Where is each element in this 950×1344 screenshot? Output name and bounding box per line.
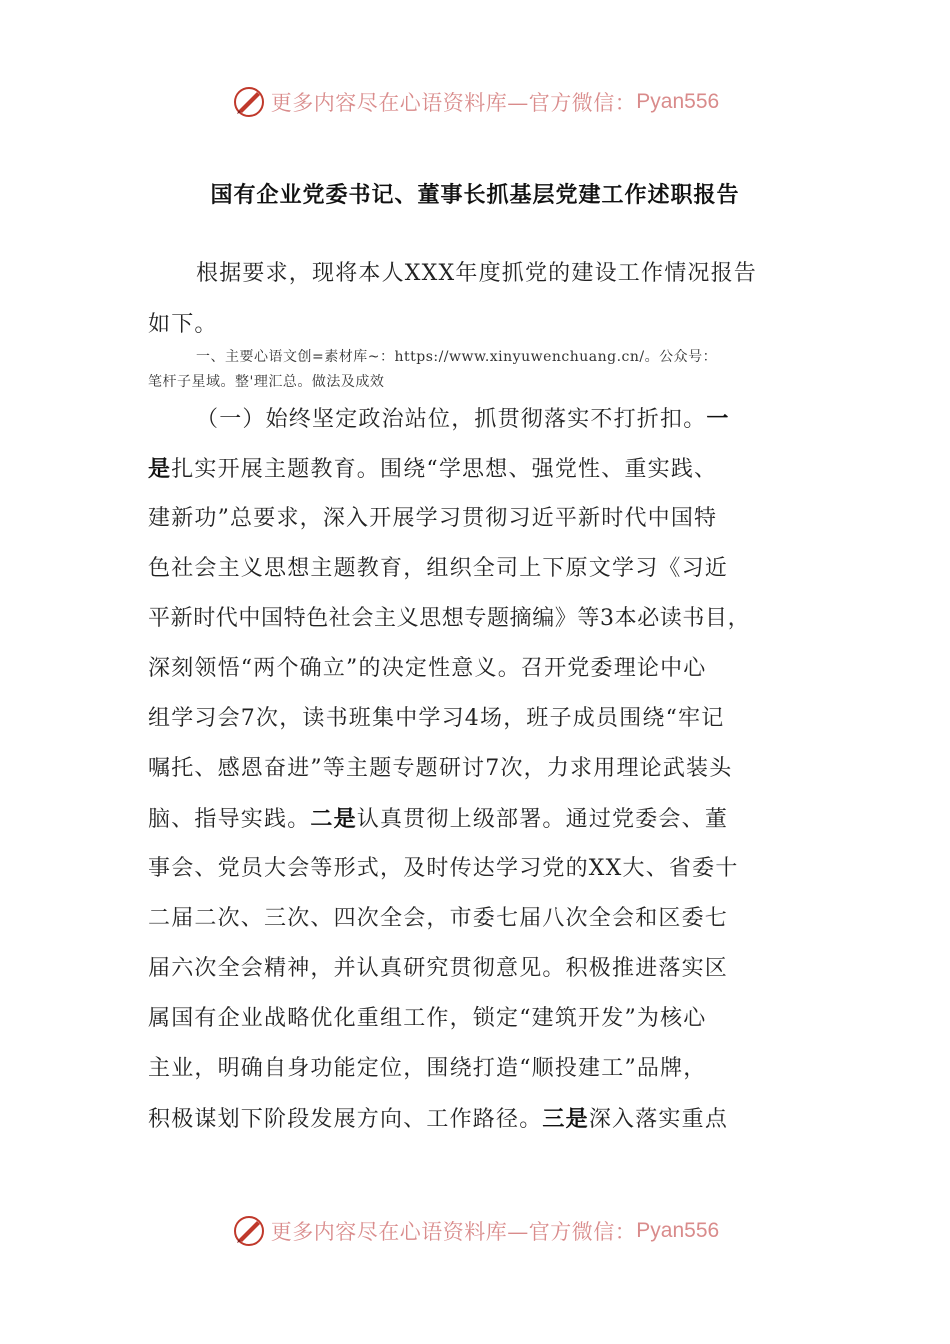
body-line: 二届二次、三次、四次全会，市委七届八次全会和区委七 [148,906,729,931]
body-line: 嘱托、感恩奋进”等主题专题研讨7次，力求用理论武装头 [148,756,733,781]
banner-wechat-id: Pyan556 [636,1219,720,1242]
body-line: 主业，明确自身功能定位，围绕打造“顺投建工”品牌， [148,1056,707,1081]
header-watermark-banner [0,82,950,122]
intro-line-2: 如下。 [148,312,218,337]
note-line-1: 一、主要心语文创=素材库~：https://www.xinyuwenchuang.cn/。公众号： [196,349,718,365]
body-line: （一）始终坚定政治站位，抓贯彻落实不打折扣。一 [196,406,730,432]
body-line: 积极谋划下阶段发展方向、工作路径。三是深入落实重点 [148,1106,729,1132]
body-line: 建新功”总要求，深入开展学习贯彻习近平新时代中国特 [148,506,718,531]
body-line: 脑、指导实践。二是认真贯彻上级部署。通过党委会、董 [148,806,729,832]
body-line: 平新时代中国特色社会主义思想专题摘编》等3本必读书目， [148,606,751,631]
banner-wechat-id: Pyan556 [636,90,720,113]
body-line: 深刻领悟“两个确立”的决定性意义。召开党委理论中心 [148,656,707,681]
pen-logo-icon [231,1213,267,1249]
note-line-2: 笔杆子星域。整'理汇总。做法及成效 [148,374,385,390]
banner-text: 更多内容尽在心语资料库—官方微信： [270,1220,637,1244]
intro-line-1: 根据要求，现将本人XXX年度抓党的建设工作情况报告 [196,261,757,286]
document-title: 国有企业党委书记、董事长抓基层党建工作述职报告 [210,182,740,208]
body-line: 组学习会7次，读书班集中学习4场，班子成员围绕“牢记 [148,706,725,731]
body-line: 届六次全会精神，并认真研究贯彻意见。积极推进落实区 [148,956,729,981]
body-line: 事会、党员大会等形式，及时传达学习党的XX大、省委十 [148,856,739,881]
body-line: 属国有企业战略优化重组工作，锁定“建筑开发”为核心 [148,1006,707,1031]
body-line: 色社会主义思想主题教育，组织全司上下原文学习《习近 [148,556,729,581]
pen-logo-icon [231,84,267,120]
footer-watermark-banner [0,1211,950,1251]
banner-text: 更多内容尽在心语资料库—官方微信： [270,91,637,115]
body-line: 是扎实开展主题教育。围绕“学思想、强党性、重实践、 [148,456,718,482]
